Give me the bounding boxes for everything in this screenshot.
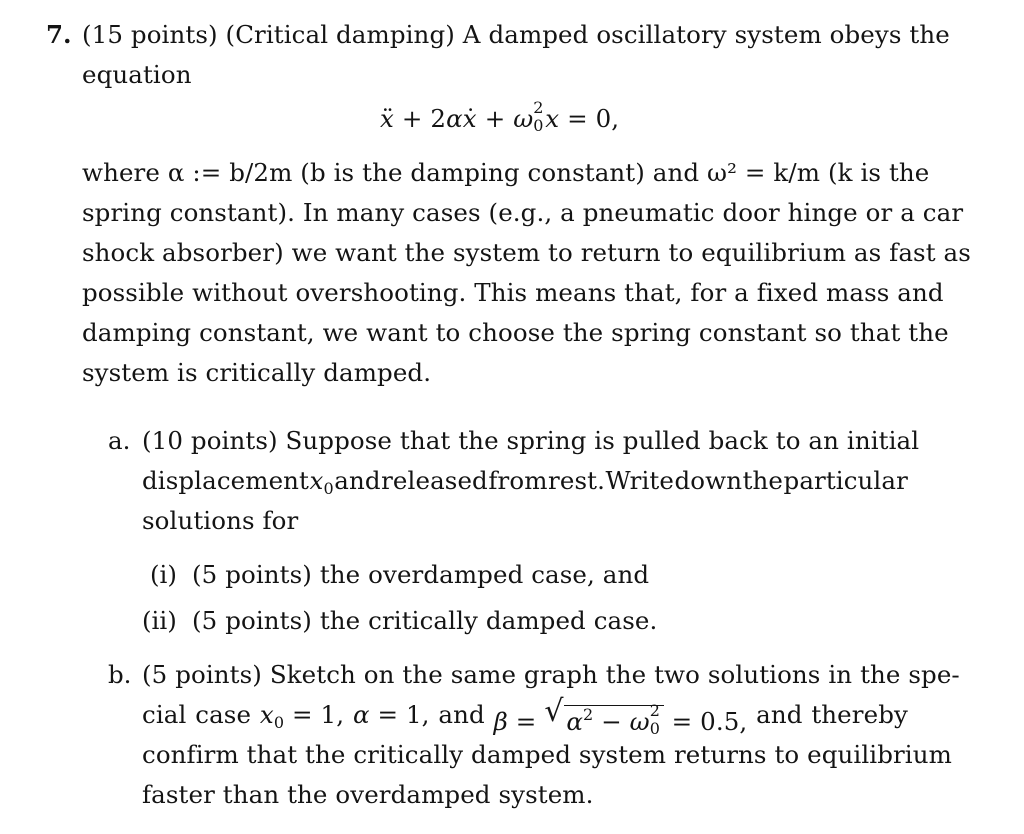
problem-header: (15 points) (Critical damping) A damped oscillatory system obeys the — [82, 20, 950, 49]
part-a-i-label: (i) — [150, 560, 177, 589]
part-b-label: b. — [108, 660, 132, 689]
part-b-line-2: cial case $x_0 = 1$, α = 1, and β = √ $\alpha^2 - \omega$ 2 0 = 0.5, and thereby — [142, 694, 908, 738]
paragraph-line-2: spring constant). In many cases (e.g., a pneumatic door hinge or a car — [82, 198, 964, 227]
problem-number: 7. — [46, 20, 72, 49]
part-b-line-4: faster than the overdamped system. — [142, 780, 594, 809]
part-a-i-text: (5 points) the overdamped case, and — [192, 560, 650, 589]
paragraph-line-1: where α := b/2m (b is the damping constant) and ω² = k/m (k is the — [82, 158, 930, 187]
part-b-line-3: confirm that the critically damped system returns to equilibrium — [142, 740, 952, 769]
main-equation: ẍ + 2αẋ + ω 2 0 x = 0, — [380, 98, 620, 135]
problem-header-cont: equation — [82, 60, 192, 89]
part-a-label: a. — [108, 426, 131, 455]
part-a-line-2: displacement $x_0$ and released from rest. Write down the particular — [142, 466, 908, 498]
part-a-ii-text: (5 points) the critically damped case. — [192, 606, 658, 635]
paragraph-line-4: possible without overshooting. This means that, for a fixed mass and — [82, 278, 944, 307]
part-a-ii-label: (ii) — [142, 606, 177, 635]
paragraph-line-6: system is critically damped. — [82, 358, 432, 387]
part-a-line-3: solutions for — [142, 506, 299, 535]
part-b-line-1: (5 points) Sketch on the same graph the two solutions in the spe- — [142, 660, 960, 689]
paragraph-line-3: shock absorber) we want the system to return to equilibrium as fast as — [82, 238, 971, 267]
part-a-line-1: (10 points) Suppose that the spring is pulled back to an initial — [142, 426, 920, 455]
paragraph-line-5: damping constant, we want to choose the spring constant so that the — [82, 318, 949, 347]
